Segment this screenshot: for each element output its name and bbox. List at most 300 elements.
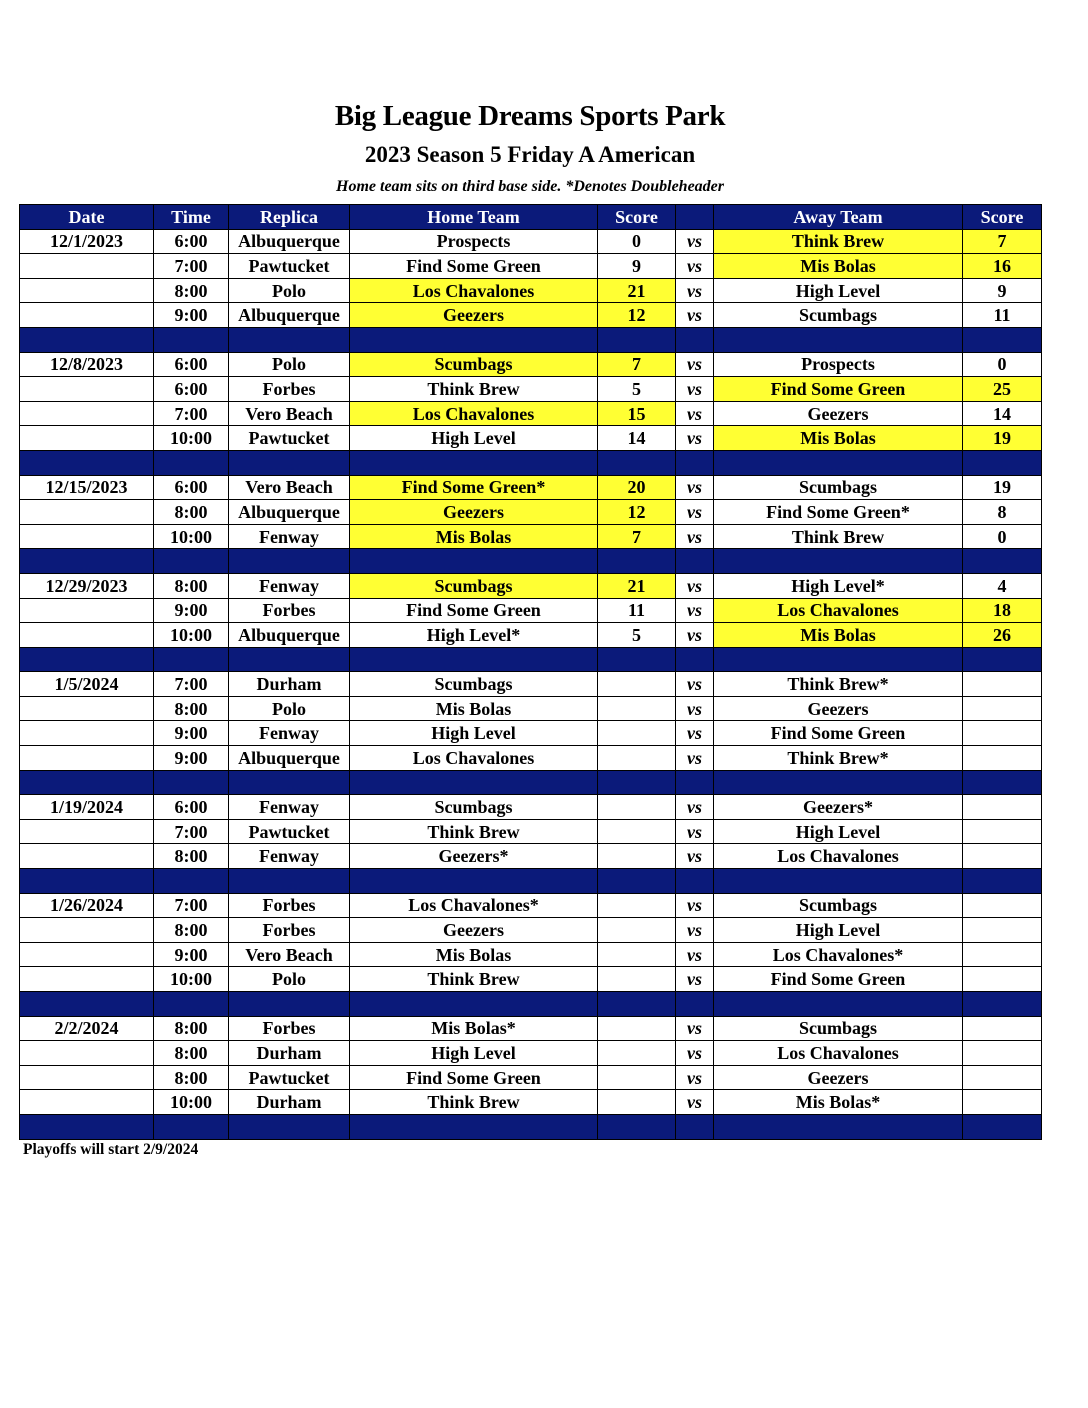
away-score-cell: 9	[963, 278, 1042, 303]
vs-cell: vs	[676, 377, 714, 402]
home-team-cell: Mis Bolas	[350, 524, 598, 549]
away-team-cell: Scumbags	[714, 1016, 963, 1041]
away-team-cell: Prospects	[714, 352, 963, 377]
table-row	[20, 598, 1042, 623]
away-team-cell: Think Brew	[714, 229, 963, 254]
away-team-cell: Geezers	[714, 1065, 963, 1090]
away-score-cell: 26	[963, 623, 1042, 648]
away-score-cell: 25	[963, 377, 1042, 402]
away-score-cell: 8	[963, 500, 1042, 525]
separator-cell	[714, 549, 963, 574]
time-cell: 6:00	[154, 475, 229, 500]
home-score-cell: 9	[598, 254, 676, 279]
time-cell: 9:00	[154, 942, 229, 967]
date-cell: 2/2/2024	[20, 1016, 154, 1041]
home-score-cell	[598, 967, 676, 992]
table-row	[20, 623, 1042, 648]
date-cell	[20, 401, 154, 426]
away-score-cell: 4	[963, 573, 1042, 598]
date-cell	[20, 967, 154, 992]
separator-cell	[963, 869, 1042, 894]
away-score-cell: 19	[963, 426, 1042, 451]
week-separator-row	[20, 647, 1042, 672]
away-team-cell: High Level	[714, 278, 963, 303]
away-score-cell	[963, 721, 1042, 746]
away-score-cell: 0	[963, 352, 1042, 377]
separator-cell	[963, 770, 1042, 795]
away-team-cell: Find Some Green	[714, 967, 963, 992]
home-score-cell: 21	[598, 573, 676, 598]
home-score-cell	[598, 1041, 676, 1066]
vs-cell: vs	[676, 426, 714, 451]
date-cell	[20, 819, 154, 844]
table-row	[20, 721, 1042, 746]
replica-cell: Durham	[229, 672, 350, 697]
week-separator-row	[20, 1114, 1042, 1139]
separator-cell	[714, 327, 963, 352]
away-score-cell: 14	[963, 401, 1042, 426]
date-cell: 12/1/2023	[20, 229, 154, 254]
separator-cell	[350, 647, 598, 672]
away-score-cell	[963, 1016, 1042, 1041]
separator-cell	[963, 647, 1042, 672]
replica-cell: Fenway	[229, 573, 350, 598]
home-team-cell: High Level*	[350, 623, 598, 648]
replica-cell: Polo	[229, 967, 350, 992]
away-score-cell	[963, 795, 1042, 820]
replica-cell: Albuquerque	[229, 500, 350, 525]
away-team-cell: Scumbags	[714, 893, 963, 918]
vs-cell: vs	[676, 942, 714, 967]
home-score-cell: 12	[598, 303, 676, 328]
home-team-cell: Find Some Green	[350, 598, 598, 623]
season-subtitle: 2023 Season 5 Friday A American	[364, 142, 696, 167]
replica-cell: Durham	[229, 1090, 350, 1115]
time-cell: 8:00	[154, 500, 229, 525]
date-cell	[20, 696, 154, 721]
date-cell: 1/26/2024	[20, 893, 154, 918]
date-cell: 12/29/2023	[20, 573, 154, 598]
separator-cell	[350, 869, 598, 894]
home-score-cell: 5	[598, 377, 676, 402]
away-score-cell	[963, 844, 1042, 869]
away-score-cell	[963, 672, 1042, 697]
home-score-cell: 7	[598, 352, 676, 377]
separator-cell	[229, 549, 350, 574]
time-cell: 7:00	[154, 254, 229, 279]
vs-cell: vs	[676, 1065, 714, 1090]
replica-cell: Pawtucket	[229, 426, 350, 451]
away-score-cell: 18	[963, 598, 1042, 623]
date-cell	[20, 278, 154, 303]
playoffs-note: Playoffs will start 2/9/2024	[23, 1141, 199, 1158]
separator-cell	[676, 869, 714, 894]
page-title: Big League Dreams Sports Park	[334, 100, 726, 132]
away-team-cell: Mis Bolas	[714, 623, 963, 648]
separator-cell	[20, 770, 154, 795]
replica-cell: Forbes	[229, 377, 350, 402]
away-team-cell: High Level*	[714, 573, 963, 598]
table-row	[20, 254, 1042, 279]
home-score-cell	[598, 918, 676, 943]
separator-cell	[229, 770, 350, 795]
separator-cell	[598, 992, 676, 1017]
time-cell: 7:00	[154, 819, 229, 844]
home-team-cell: High Level	[350, 1041, 598, 1066]
separator-cell	[676, 549, 714, 574]
table-row	[20, 303, 1042, 328]
week-separator-row	[20, 992, 1042, 1017]
away-score-cell: 7	[963, 229, 1042, 254]
home-team-cell: Mis Bolas	[350, 942, 598, 967]
separator-cell	[154, 647, 229, 672]
separator-cell	[20, 549, 154, 574]
separator-cell	[229, 992, 350, 1017]
home-team-cell: Scumbags	[350, 573, 598, 598]
col-header-date: Date	[20, 205, 154, 230]
time-cell: 7:00	[154, 401, 229, 426]
home-score-cell: 11	[598, 598, 676, 623]
date-cell	[20, 377, 154, 402]
vs-cell: vs	[676, 475, 714, 500]
week-separator-row	[20, 327, 1042, 352]
separator-cell	[963, 992, 1042, 1017]
away-score-cell: 0	[963, 524, 1042, 549]
replica-cell: Vero Beach	[229, 942, 350, 967]
away-team-cell: Find Some Green	[714, 377, 963, 402]
date-cell: 1/5/2024	[20, 672, 154, 697]
date-cell	[20, 721, 154, 746]
week-separator-row	[20, 450, 1042, 475]
date-cell	[20, 918, 154, 943]
away-score-cell	[963, 819, 1042, 844]
table-row	[20, 1090, 1042, 1115]
separator-cell	[229, 1114, 350, 1139]
separator-cell	[350, 549, 598, 574]
away-team-cell: High Level	[714, 918, 963, 943]
separator-cell	[20, 1114, 154, 1139]
date-cell: 12/8/2023	[20, 352, 154, 377]
separator-cell	[350, 1114, 598, 1139]
home-score-cell: 15	[598, 401, 676, 426]
vs-cell: vs	[676, 795, 714, 820]
home-score-cell: 20	[598, 475, 676, 500]
home-score-cell	[598, 942, 676, 967]
home-score-cell: 5	[598, 623, 676, 648]
date-cell: 12/15/2023	[20, 475, 154, 500]
vs-cell: vs	[676, 1016, 714, 1041]
vs-cell: vs	[676, 1090, 714, 1115]
date-cell	[20, 942, 154, 967]
home-team-cell: Los Chavalones	[350, 401, 598, 426]
col-header-replica: Replica	[229, 205, 350, 230]
away-score-cell	[963, 696, 1042, 721]
away-score-cell	[963, 942, 1042, 967]
col-header-vs	[676, 205, 714, 230]
separator-cell	[676, 992, 714, 1017]
date-cell	[20, 1090, 154, 1115]
home-score-cell	[598, 1016, 676, 1041]
vs-cell: vs	[676, 844, 714, 869]
vs-cell: vs	[676, 967, 714, 992]
away-team-cell: Mis Bolas	[714, 254, 963, 279]
away-score-cell	[963, 918, 1042, 943]
home-score-cell: 14	[598, 426, 676, 451]
separator-cell	[229, 450, 350, 475]
home-score-cell: 7	[598, 524, 676, 549]
time-cell: 6:00	[154, 352, 229, 377]
home-team-cell: Think Brew	[350, 1090, 598, 1115]
replica-cell: Forbes	[229, 918, 350, 943]
separator-cell	[963, 327, 1042, 352]
vs-cell: vs	[676, 303, 714, 328]
time-cell: 6:00	[154, 795, 229, 820]
away-team-cell: Mis Bolas*	[714, 1090, 963, 1115]
time-cell: 10:00	[154, 1090, 229, 1115]
separator-cell	[598, 450, 676, 475]
vs-cell: vs	[676, 352, 714, 377]
home-team-cell: Geezers	[350, 500, 598, 525]
separator-cell	[20, 327, 154, 352]
away-team-cell: Geezers	[714, 696, 963, 721]
away-team-cell: Mis Bolas	[714, 426, 963, 451]
separator-cell	[598, 647, 676, 672]
replica-cell: Polo	[229, 278, 350, 303]
table-row	[20, 229, 1042, 254]
separator-cell	[676, 450, 714, 475]
home-score-cell: 0	[598, 229, 676, 254]
away-score-cell: 16	[963, 254, 1042, 279]
replica-cell: Vero Beach	[229, 401, 350, 426]
time-cell: 8:00	[154, 1065, 229, 1090]
away-team-cell: Los Chavalones	[714, 844, 963, 869]
table-row	[20, 795, 1042, 820]
home-team-cell: Mis Bolas*	[350, 1016, 598, 1041]
col-header-home-score: Score	[598, 205, 676, 230]
separator-cell	[154, 1114, 229, 1139]
home-team-cell: Think Brew	[350, 967, 598, 992]
home-team-cell: Geezers	[350, 303, 598, 328]
away-team-cell: Think Brew*	[714, 672, 963, 697]
home-score-cell	[598, 819, 676, 844]
vs-cell: vs	[676, 893, 714, 918]
separator-cell	[20, 992, 154, 1017]
replica-cell: Polo	[229, 696, 350, 721]
vs-cell: vs	[676, 598, 714, 623]
home-team-cell: Geezers*	[350, 844, 598, 869]
separator-cell	[350, 327, 598, 352]
replica-cell: Albuquerque	[229, 229, 350, 254]
home-score-cell	[598, 795, 676, 820]
time-cell: 9:00	[154, 303, 229, 328]
week-separator-row	[20, 869, 1042, 894]
home-score-cell	[598, 672, 676, 697]
home-score-cell	[598, 721, 676, 746]
home-team-cell: Find Some Green	[350, 254, 598, 279]
table-row	[20, 942, 1042, 967]
separator-cell	[154, 770, 229, 795]
away-team-cell: Los Chavalones*	[714, 942, 963, 967]
vs-cell: vs	[676, 573, 714, 598]
away-score-cell: 19	[963, 475, 1042, 500]
table-row	[20, 278, 1042, 303]
separator-cell	[963, 549, 1042, 574]
date-cell	[20, 623, 154, 648]
replica-cell: Pawtucket	[229, 254, 350, 279]
separator-cell	[20, 450, 154, 475]
time-cell: 10:00	[154, 524, 229, 549]
away-team-cell: Scumbags	[714, 475, 963, 500]
away-score-cell	[963, 967, 1042, 992]
time-cell: 7:00	[154, 893, 229, 918]
table-row	[20, 672, 1042, 697]
separator-cell	[598, 869, 676, 894]
table-row	[20, 524, 1042, 549]
date-cell	[20, 524, 154, 549]
home-team-cell: Think Brew	[350, 377, 598, 402]
home-team-cell: Geezers	[350, 918, 598, 943]
away-team-cell: Geezers*	[714, 795, 963, 820]
home-score-cell	[598, 893, 676, 918]
date-cell	[20, 500, 154, 525]
separator-cell	[598, 1114, 676, 1139]
separator-cell	[676, 1114, 714, 1139]
vs-cell: vs	[676, 721, 714, 746]
table-row	[20, 377, 1042, 402]
time-cell: 10:00	[154, 967, 229, 992]
col-header-away-score: Score	[963, 205, 1042, 230]
separator-cell	[154, 992, 229, 1017]
table-row	[20, 1016, 1042, 1041]
separator-cell	[714, 450, 963, 475]
table-row	[20, 819, 1042, 844]
date-cell	[20, 426, 154, 451]
home-team-cell: Scumbags	[350, 672, 598, 697]
away-team-cell: High Level	[714, 819, 963, 844]
table-row	[20, 1041, 1042, 1066]
date-cell	[20, 844, 154, 869]
vs-cell: vs	[676, 672, 714, 697]
separator-cell	[714, 992, 963, 1017]
time-cell: 8:00	[154, 918, 229, 943]
away-score-cell	[963, 746, 1042, 771]
table-row	[20, 401, 1042, 426]
separator-cell	[154, 327, 229, 352]
away-team-cell: Los Chavalones	[714, 1041, 963, 1066]
vs-cell: vs	[676, 746, 714, 771]
home-team-cell: Los Chavalones*	[350, 893, 598, 918]
home-score-cell	[598, 1090, 676, 1115]
separator-cell	[676, 647, 714, 672]
separator-cell	[676, 770, 714, 795]
table-row	[20, 426, 1042, 451]
date-cell	[20, 254, 154, 279]
separator-cell	[20, 647, 154, 672]
replica-cell: Fenway	[229, 844, 350, 869]
away-team-cell: Los Chavalones	[714, 598, 963, 623]
schedule-note: Home team sits on third base side. *Denotes Doubleheader	[336, 178, 724, 195]
separator-cell	[229, 869, 350, 894]
home-team-cell: High Level	[350, 426, 598, 451]
table-row	[20, 1065, 1042, 1090]
week-separator-row	[20, 770, 1042, 795]
separator-cell	[963, 1114, 1042, 1139]
week-separator-row	[20, 549, 1042, 574]
away-team-cell: Scumbags	[714, 303, 963, 328]
table-row	[20, 746, 1042, 771]
date-cell	[20, 1041, 154, 1066]
home-score-cell	[598, 746, 676, 771]
separator-cell	[154, 549, 229, 574]
separator-cell	[676, 327, 714, 352]
separator-cell	[714, 869, 963, 894]
date-cell	[20, 303, 154, 328]
home-score-cell	[598, 844, 676, 869]
separator-cell	[350, 450, 598, 475]
schedule-body	[20, 229, 1042, 1139]
separator-cell	[963, 450, 1042, 475]
home-team-cell: Los Chavalones	[350, 278, 598, 303]
separator-cell	[154, 869, 229, 894]
home-team-cell: Mis Bolas	[350, 696, 598, 721]
time-cell: 9:00	[154, 598, 229, 623]
table-row	[20, 352, 1042, 377]
away-team-cell: Find Some Green*	[714, 500, 963, 525]
date-cell	[20, 746, 154, 771]
table-row	[20, 844, 1042, 869]
separator-cell	[598, 327, 676, 352]
away-score-cell	[963, 893, 1042, 918]
vs-cell: vs	[676, 696, 714, 721]
home-score-cell	[598, 1065, 676, 1090]
replica-cell: Albuquerque	[229, 746, 350, 771]
replica-cell: Pawtucket	[229, 1065, 350, 1090]
vs-cell: vs	[676, 524, 714, 549]
vs-cell: vs	[676, 819, 714, 844]
separator-cell	[229, 647, 350, 672]
col-header-home-team: Home Team	[350, 205, 598, 230]
date-cell: 1/19/2024	[20, 795, 154, 820]
separator-cell	[714, 647, 963, 672]
table-row	[20, 500, 1042, 525]
time-cell: 9:00	[154, 746, 229, 771]
home-team-cell: Los Chavalones	[350, 746, 598, 771]
separator-cell	[598, 549, 676, 574]
separator-cell	[714, 770, 963, 795]
vs-cell: vs	[676, 229, 714, 254]
separator-cell	[154, 450, 229, 475]
vs-cell: vs	[676, 278, 714, 303]
table-row	[20, 573, 1042, 598]
date-cell	[20, 1065, 154, 1090]
vs-cell: vs	[676, 1041, 714, 1066]
time-cell: 10:00	[154, 623, 229, 648]
home-team-cell: Think Brew	[350, 819, 598, 844]
time-cell: 8:00	[154, 844, 229, 869]
replica-cell: Fenway	[229, 524, 350, 549]
schedule-table	[19, 204, 1042, 1140]
home-score-cell: 12	[598, 500, 676, 525]
col-header-away-team: Away Team	[714, 205, 963, 230]
replica-cell: Forbes	[229, 598, 350, 623]
table-row	[20, 918, 1042, 943]
home-score-cell	[598, 696, 676, 721]
separator-cell	[714, 1114, 963, 1139]
date-cell	[20, 598, 154, 623]
home-score-cell: 21	[598, 278, 676, 303]
separator-cell	[350, 992, 598, 1017]
replica-cell: Albuquerque	[229, 303, 350, 328]
